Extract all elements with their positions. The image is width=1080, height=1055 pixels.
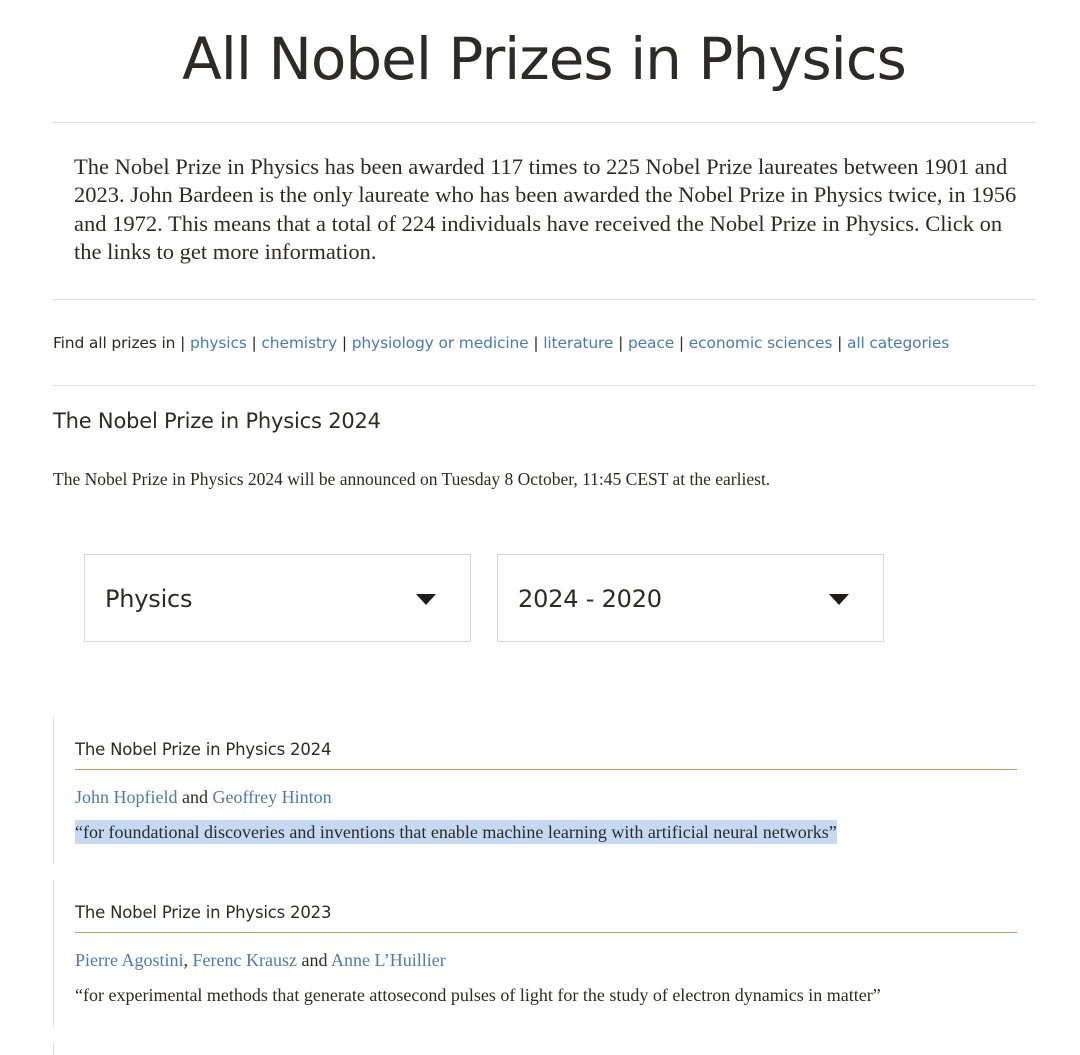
category-links <box>53 330 949 356</box>
laureate-link[interactable]: Geoffrey Hinton <box>212 787 332 807</box>
link-chemistry[interactable]: chemistry <box>261 334 338 352</box>
card-divider <box>75 769 1017 770</box>
prize-card-2024 <box>53 717 1017 864</box>
separator: | <box>533 334 539 352</box>
link-economic-sciences[interactable]: economic sciences <box>688 334 833 352</box>
prize-motivation: “for experimental methods that generate attosecond pulses of light for the study of electron dynamics in matter” <box>75 985 881 1005</box>
laureate-link[interactable]: John Hopfield <box>75 787 178 807</box>
prize-card-2023 <box>53 880 1017 1027</box>
link-peace[interactable]: peace <box>627 334 675 352</box>
announcement-text: The Nobel Prize in Physics 2024 will be announced on Tuesday 8 October, 11:45 CEST at the earliest. <box>53 469 771 489</box>
separator: | <box>180 334 186 352</box>
find-label: Find all prizes in <box>53 334 176 352</box>
card-divider <box>75 932 1017 933</box>
separator: | <box>618 334 624 352</box>
laureate-joiner: and <box>177 787 213 807</box>
prize-card-title: The Nobel Prize in Physics 2023 <box>75 903 332 922</box>
link-physiology-or-medicine[interactable]: physiology or medicine <box>351 334 529 352</box>
laureate-list <box>75 785 332 809</box>
laureate-link[interactable]: Ferenc Krausz <box>192 950 297 970</box>
laureate-joiner: , <box>183 950 193 970</box>
laureate-list <box>75 948 446 972</box>
separator: | <box>678 334 684 352</box>
link-physics[interactable]: physics <box>190 334 247 352</box>
year-range-select-value: 2024 - 2020 <box>518 585 662 613</box>
intro-text: The Nobel Prize in Physics has been awarded 117 times to 225 Nobel Prize laureates between 1901 and 2023. John Bardeen is the only laureate who has been awarded the Nobel Prize in Physics twice, in 1956 and 1972. This means that a total of 224 individuals have received the Nobel Prize in Physics. Click on the links to get more information. <box>74 154 1017 264</box>
prize-card-next <box>53 1043 1017 1055</box>
page-title: All Nobel Prizes in Physics <box>182 25 906 93</box>
divider <box>53 299 1036 300</box>
category-select-value: Physics <box>105 585 193 613</box>
prize-motivation: “for foundational discoveries and inventions that enable machine learning with artificial neural networks” <box>75 822 837 842</box>
separator: | <box>251 334 257 352</box>
link-literature[interactable]: literature <box>543 334 614 352</box>
laureate-link[interactable]: Anne L’Huillier <box>330 950 446 970</box>
chevron-down-icon <box>416 594 436 605</box>
year-range-select[interactable] <box>497 554 884 642</box>
link-all-categories[interactable]: all categories <box>846 334 950 352</box>
separator: | <box>837 334 843 352</box>
section-heading: The Nobel Prize in Physics 2024 <box>53 409 381 433</box>
category-select[interactable] <box>84 554 471 642</box>
chevron-down-icon <box>829 594 849 605</box>
prize-card-title: The Nobel Prize in Physics 2024 <box>75 740 332 759</box>
separator: | <box>341 334 347 352</box>
divider <box>53 122 1036 123</box>
laureate-link[interactable]: Pierre Agostini <box>75 950 184 970</box>
laureate-joiner: and <box>296 950 331 970</box>
divider <box>53 385 1036 386</box>
